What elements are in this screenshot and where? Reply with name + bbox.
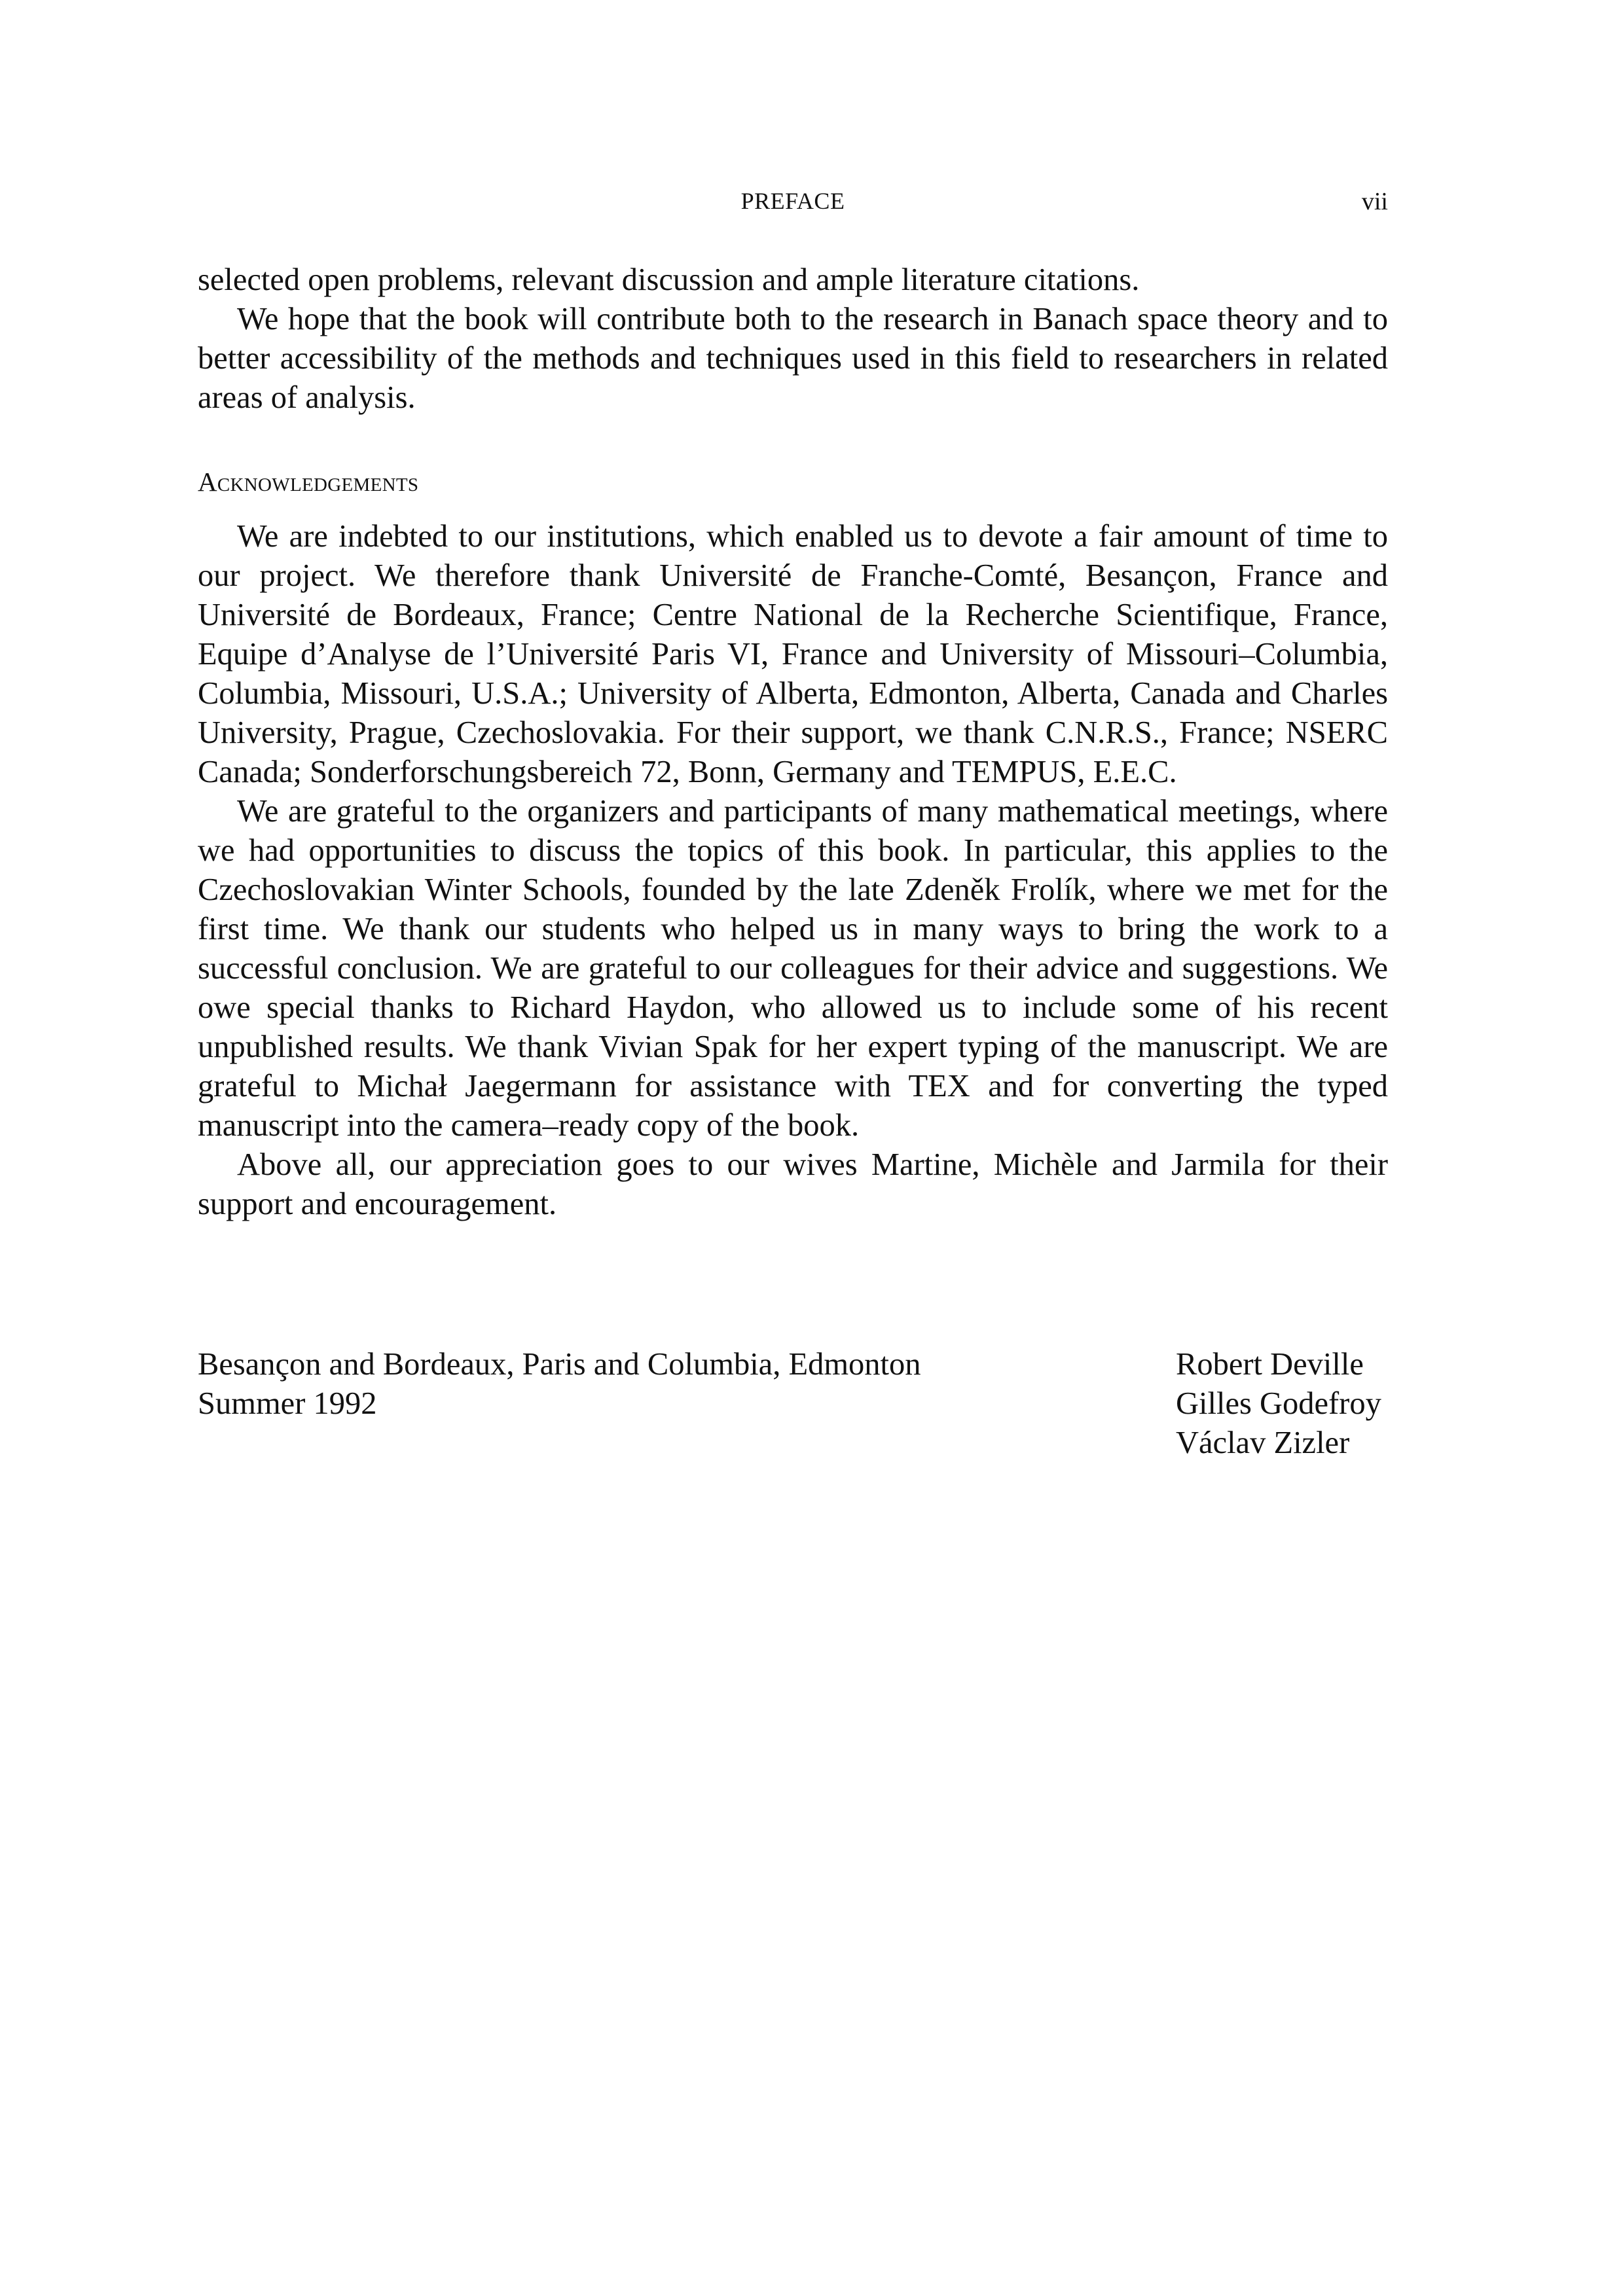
author-name: Gilles Godefroy [1176, 1386, 1381, 1421]
author-name: Václav Zizler [1176, 1426, 1350, 1460]
intro-paragraph-continued: selected open problems, relevant discussion and ample literature citations. [198, 262, 1140, 297]
ack-paragraph-meetings: We are grateful to the organizers and participants of many mathematical meetings, where we had opportunities to discuss the topics of this book. In particular, this applies to the Czechoslovakian Winter Schools, founded by the late Zdeněk Frolík, where we met for the first time. We thank our students who helped us in many ways to bring the work to a successful conclusion. We are grateful to our colleagues for their advice and suggestions. We owe special thanks to Richard Haydon, who allowed us to include some of his recent unpublished results. We thank Vivian Spak for her expert typing of the manuscript. We are grateful to Michał Jaegermann for assistance with TEX and for converting the typed manuscript into the camera–ready copy of the book. [198, 794, 1388, 1143]
ack-paragraph-families: Above all, our appreciation goes to our wives Martine, Michèle and Jarmila for their support and encouragement. [198, 1147, 1388, 1221]
intro-text [198, 260, 1388, 418]
acknowledgements-heading: Acknowledgements [198, 467, 419, 497]
page-header [198, 187, 1388, 220]
signoff-date: Summer 1992 [198, 1386, 377, 1421]
intro-paragraph-hope: We hope that the book will contribute both to the research in Banach space theory and to better accessibility of the methods and techniques used in this field to researchers in related areas of analysis. [198, 302, 1388, 415]
signoff-places: Besançon and Bordeaux, Paris and Columbia, Edmonton [198, 1347, 921, 1382]
signoff-authors [1176, 1345, 1381, 1463]
page-number: vii [1361, 188, 1388, 215]
acknowledgements-text [198, 517, 1388, 1224]
signoff-location-date [198, 1345, 921, 1424]
author-name: Robert Deville [1176, 1347, 1364, 1382]
ack-paragraph-institutions: We are indebted to our institutions, which enabled us to devote a fair amount of time to our project. We therefore thank Université de Franche-Comté, Besançon, France and Université de Bordeaux, France; Centre National de la Recherche Scientifique, France, Equipe d’Analyse de l’Université Paris VI, France and University of Missouri–Columbia, Columbia, Missouri, U.S.A.; University of Alberta, Edmonton, Alberta, Canada and Charles University, Prague, Czechoslovakia. For their support, we thank C.N.R.S., France; NSERC Canada; Sonderforschungsbereich 72, Bonn, Germany and TEMPUS, E.E.C. [198, 519, 1388, 789]
running-title: PREFACE [740, 188, 845, 214]
